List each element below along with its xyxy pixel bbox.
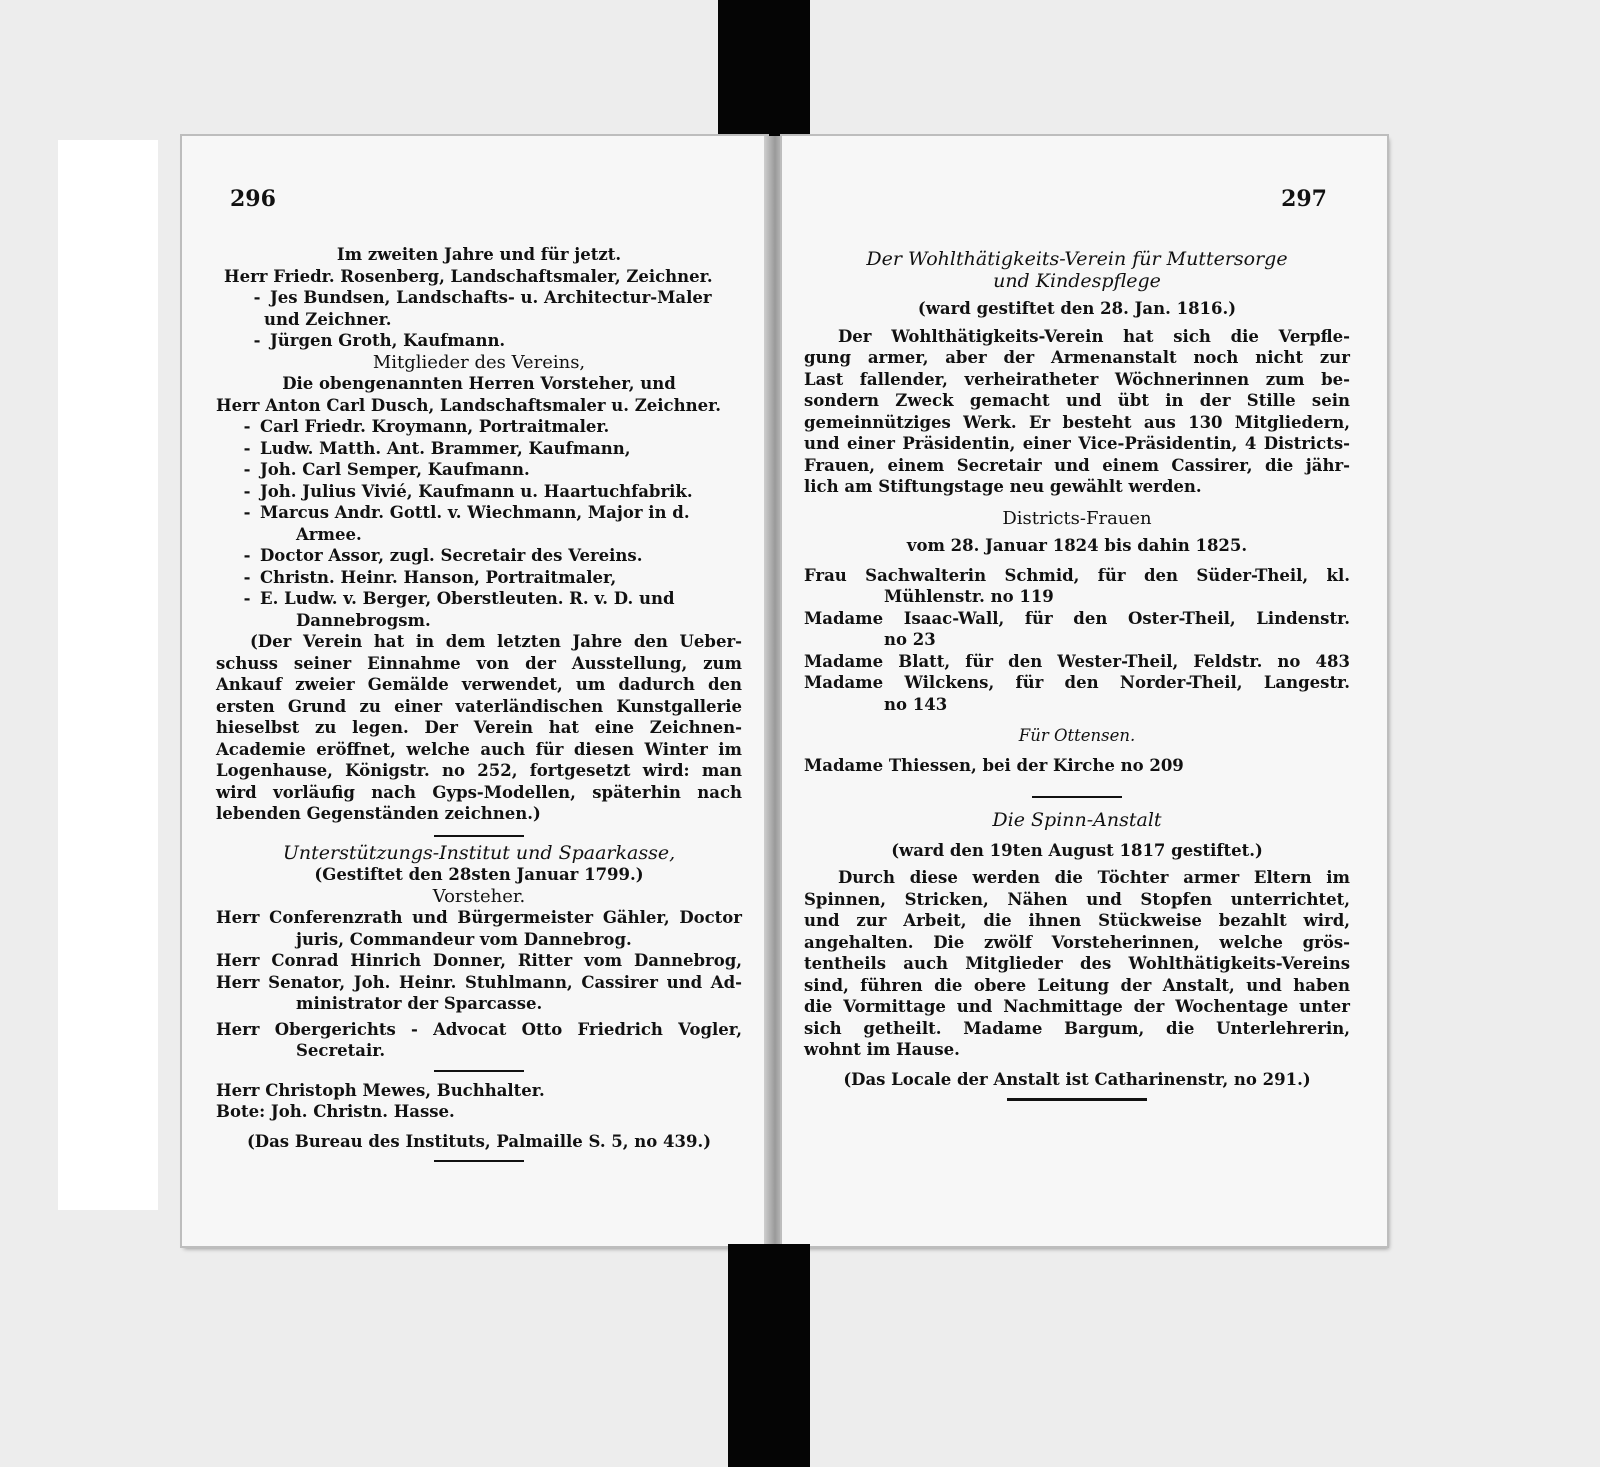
member-line: - Carl Friedr. Kroymann, Portraitmaler. [243,417,610,436]
left-page [182,136,767,1246]
condition-label [58,140,158,1210]
binding-strap-bottom [728,1244,810,1467]
member-line: - Jes Bundsen, Landschafts- u. Architectur-Maler [253,288,712,307]
staff-line: Herr Christoph Mewes, Buchhalter. [216,1080,545,1100]
member-line: Armee. [296,524,362,544]
spinn-founded: (ward den 19ten August 1817 gestiftet.) [891,840,1263,860]
member-line: Herr Friedr. Rosenberg, Landschaftsmaler, Zeichner. [224,266,713,286]
spinn-description: Durch diese werden die Töchter armer Eltern im Spinnen, Stricken, Nähen und Stopfen unterrichtet, und zur Arbeit, die ihnen Stückweise bezahlt wird, angehalten. Die zwölf Vorsteherinnen, welche grös- tentheils auch Mitglieder des Wohlthätigkeits-Vereins sind, führen die obere Leitung der Anstalt, und haben die Vormittage und Nachmittage der Wochentage unter sich getheilt. Madame Bargum, die Unterlehrerin, wohnt im Hause. [804,868,1350,1059]
section-rule [434,1160,524,1162]
districts-period: vom 28. Januar 1824 bis dahin 1825. [906,536,1248,555]
member-line: - Marcus Andr. Gottl. v. Wiechmann, Major in d. [243,503,690,522]
section-heading: Im zweiten Jahre und für jetzt. [336,245,622,264]
districts-list: Frau Sachwalterin Schmid, für den Süder-Theil, kl. Mühlenstr. no 119 Madame Isaac-Wall, für den Oster-Theil, Lindenstr. no 23 Madame Blatt, für den Wester-Theil, Feldstr. no 483 Madame Wilckens, für den Norder-Theil, Langestr. no 143 [804,565,1350,714]
ottensen-line: Madame Thiessen, bei der Kirche no 209 [804,755,1184,775]
member-line: - Joh. Carl Semper, Kaufmann. [243,460,530,479]
member-line: - Doctor Assor, zugl. Secretair des Vereins. [243,546,643,565]
verein-title: Der Wohlthätigkeits-Verein für Muttersorge [866,248,1288,270]
staff-line: Bote: Joh. Christn. Hasse. [216,1102,455,1121]
member-line: Dannebrogsm. [296,610,431,630]
verein-description: Der Wohlthätigkeits-Verein hat sich die Verpfle- gung armer, aber der Armenanstalt noch nicht zur Last fallender, verheiratheter Wöchnerinnen zum be- sondern Zweck gemacht und übt in der Stille sein gemeinnütziges Werk. Er besteht aus 130 Mitgliedern, und einer Präsidentin, einer Vice-Präsidentin, 4 Districts- Frauen, einem Secretair und einem Cassirer, die jähr- lich am Stiftungstage neu gewählt werden. [804,326,1350,496]
institute-title: Unterstützungs-Institut und Spaarkasse, [282,841,676,864]
section-rule [434,835,524,837]
districts-heading: Districts-Frauen [1002,507,1152,529]
bureau-address: (Das Bureau des Instituts, Palmaille S. 5, no 439.) [246,1131,712,1151]
member-line: - E. Ludw. v. Berger, Oberstleuten. R. v. D. und [243,589,675,608]
vorsteher-heading: Vorsteher. [432,885,526,907]
page-number-left: 296 [230,186,276,212]
left-page-text [216,244,742,1170]
institute-founded: (Gestiftet den 28sten Januar 1799.) [314,865,644,884]
section-rule [1032,796,1122,798]
member-line: Herr Anton Carl Dusch, Landschaftsmaler u. Zeichner. [216,395,722,415]
verein-title: und Kindespflege [993,269,1161,292]
members-heading: Mitglieder des Vereins, [372,351,586,373]
section-rule [434,1070,524,1072]
member-line: - Joh. Julius Vivié, Kaufmann u. Haartuchfabrik. [243,481,693,501]
association-note: (Der Verein hat in dem letzten Jahre den Ueber- schuss seiner Einnahme von der Ausstellung, zum Ankauf zweier Gemälde verwendet, um dadurch den ersten Grund zu einer vaterländischen Kunstgallerie hieselbst zu legen. Der Verein hat eine Zeichnen- Academie eröffnet, welche auch für diesen Winter im Logenhause, Königstr. no 252, fortgesetzt wird: man wird vorläufig nach Gyps-Modellen, späterhin nach lebenden Gegenständen zeichnen.) [216,632,742,823]
vorsteher-list: Herr Conferenzrath und Bürgermeister Gähler, Doctor juris, Commandeur vom Dannebrog. Herr Conrad Hinrich Donner, Ritter vom Dannebrog, Herr Senator, Joh. Heinr. Stuhlmann, Cassirer und Ad- ministrator der Sparcasse. Herr Obergerichts - Advocat Otto Friedrich Vogler, Secretair. [216,908,742,1060]
right-page-text [804,249,1350,1109]
members-intro: Die obengenannten Herren Vorsteher, und [282,374,676,393]
member-line: und Zeichner. [264,309,392,329]
member-line: - Christn. Heinr. Hanson, Portraitmaler, [243,567,617,587]
right-page [782,136,1387,1246]
member-line: - Jürgen Groth, Kaufmann. [253,331,506,350]
ottensen-heading: Für Ottensen. [1018,726,1136,745]
page-number-right: 297 [1281,186,1327,212]
member-line: - Ludw. Matth. Ant. Brammer, Kaufmann, [243,438,631,458]
spinn-title: Die Spinn-Anstalt [992,809,1162,831]
section-rule [1007,1098,1147,1101]
verein-founded: (ward gestiftet den 28. Jan. 1816.) [917,299,1237,318]
spinn-locale: (Das Locale der Anstalt ist Catharinenstr, no 291.) [843,1069,1311,1089]
